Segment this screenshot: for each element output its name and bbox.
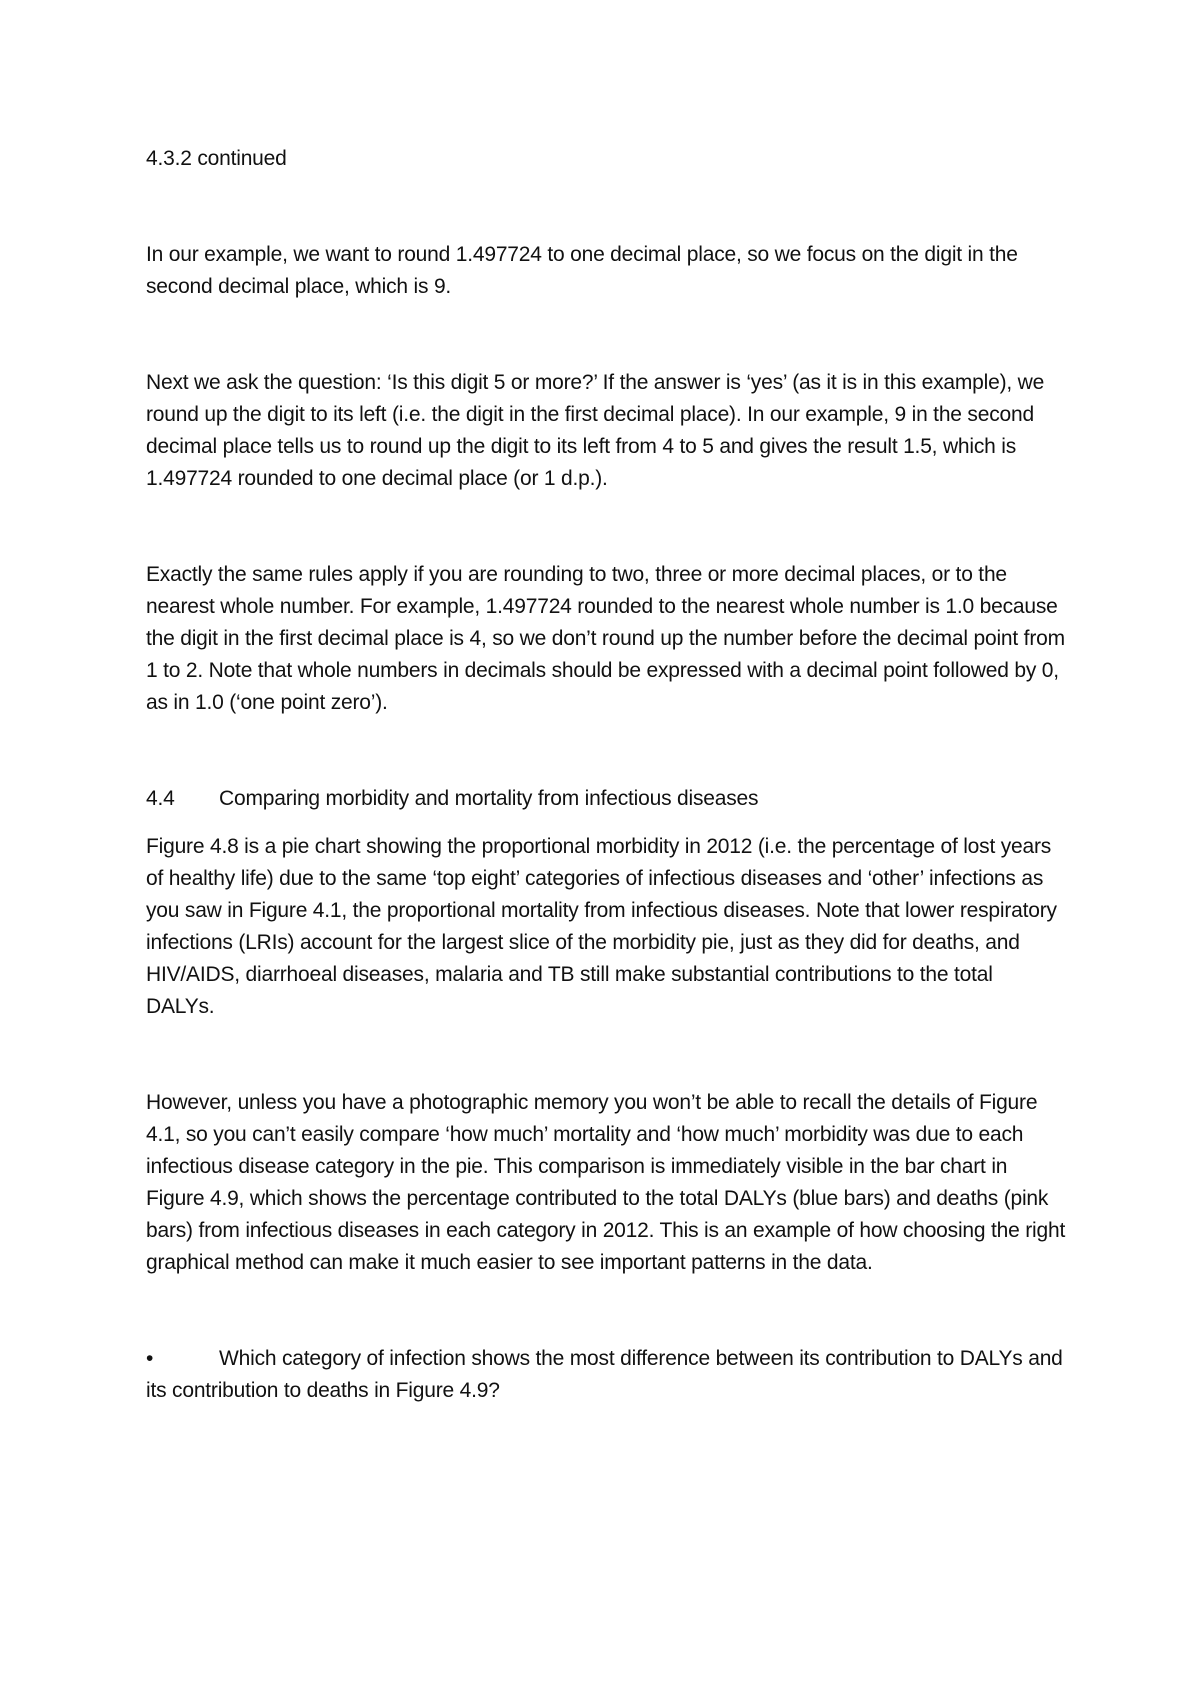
paragraph-pie-chart: Figure 4.8 is a pie chart showing the proportional morbidity in 2012 (i.e. the percentage of lost years of healthy life) due to the same ‘top eight’ categories of infectious diseases and ‘other’ infections as you saw in Figure 4.1, the proportional mortality from infectious diseases. Note that lower respiratory infections (LRIs) account for the largest slice of the morbidity pie, just as they did for deaths, and HIV/AIDS, diarrhoeal diseases, malaria and TB still make substantial contributions to the total DALYs.: [146, 835, 1057, 1018]
bullet-mark: •: [146, 1347, 154, 1370]
section-continued-heading: 4.3.2 continued: [146, 147, 287, 170]
section-heading-4-4: [146, 783, 1066, 815]
question-text: Which category of infection shows the most difference between its contribution to DALYs and its contribution to deaths in Figure 4.9?: [146, 1347, 1063, 1402]
section-title: Comparing morbidity and mortality from infectious diseases: [219, 787, 759, 810]
page-content: [146, 143, 1066, 1407]
paragraph-rounding-example: In our example, we want to round 1.497724 to one decimal place, so we focus on the digit in the second decimal place, which is 9.: [146, 243, 1018, 298]
section-number: 4.4: [146, 787, 175, 810]
paragraph-rounding-general: Exactly the same rules apply if you are rounding to two, three or more decimal places, or to the nearest whole number. For example, 1.497724 rounded to the nearest whole number is 1.0 because the digit in the first decimal place is 4, so we don’t round up the number before the decimal point from 1 to 2. Note that whole numbers in decimals should be expressed with a decimal point followed by 0, as in 1.0 (‘one point zero’).: [146, 563, 1065, 714]
question-bullet-item: [146, 1343, 1066, 1407]
paragraph-bar-chart: However, unless you have a photographic memory you won’t be able to recall the details of Figure 4.1, so you can’t easily compare ‘how much’ mortality and ‘how much’ morbidity was due to each infectious disease category in the pie. This comparison is immediately visible in the bar chart in Figure 4.9, which shows the percentage contributed to the total DALYs (blue bars) and deaths (pink bars) from infectious diseases in each category in 2012. This is an example of how choosing the right graphical method can make it much easier to see important patterns in the data.: [146, 1091, 1066, 1274]
paragraph-rounding-rule: Next we ask the question: ‘Is this digit 5 or more?’ If the answer is ‘yes’ (as it is in this example), we round up the digit to its left (i.e. the digit in the first decimal place). In our example, 9 in the second decimal place tells us to round up the digit to its left from 4 to 5 and gives the result 1.5, which is 1.497724 rounded to one decimal place (or 1 d.p.).: [146, 371, 1045, 490]
